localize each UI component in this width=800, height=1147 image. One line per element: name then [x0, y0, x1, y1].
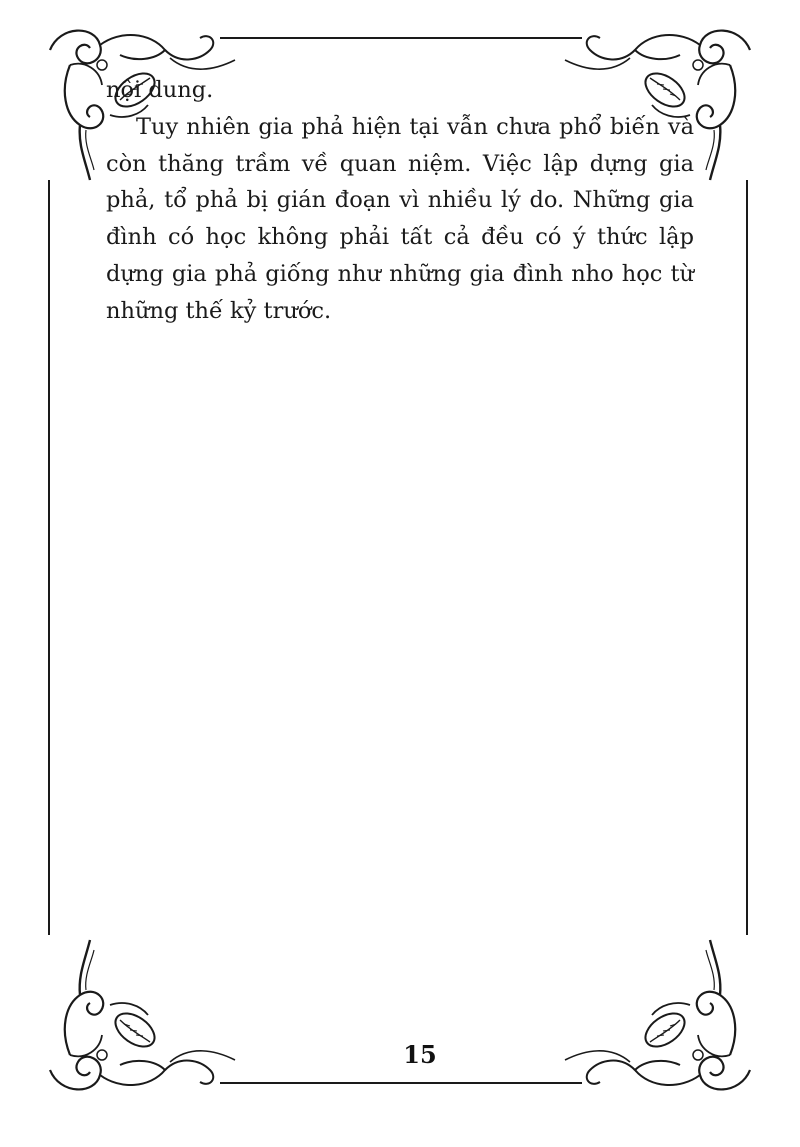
body-text — [106, 72, 694, 330]
page-number: 15 — [403, 1040, 437, 1069]
corner-ornament-bottom-left-icon — [50, 940, 235, 1089]
paragraph: Tuy nhiên gia phả hiện tại vẫn chưa phổ biến và còn thăng trầm về quan niệm. Việc lập dựng gia phả, tổ phả bị gián đoạn vì nhiều lý do. Những gia đình có học không phải tất cả đều có ý thức lập dựng gia phả giống như những gia đình nho học từ những thế kỷ trước. — [106, 113, 694, 324]
corner-ornament-bottom-right-icon — [565, 940, 750, 1089]
paragraph-continuation: nội dung. — [106, 77, 214, 103]
